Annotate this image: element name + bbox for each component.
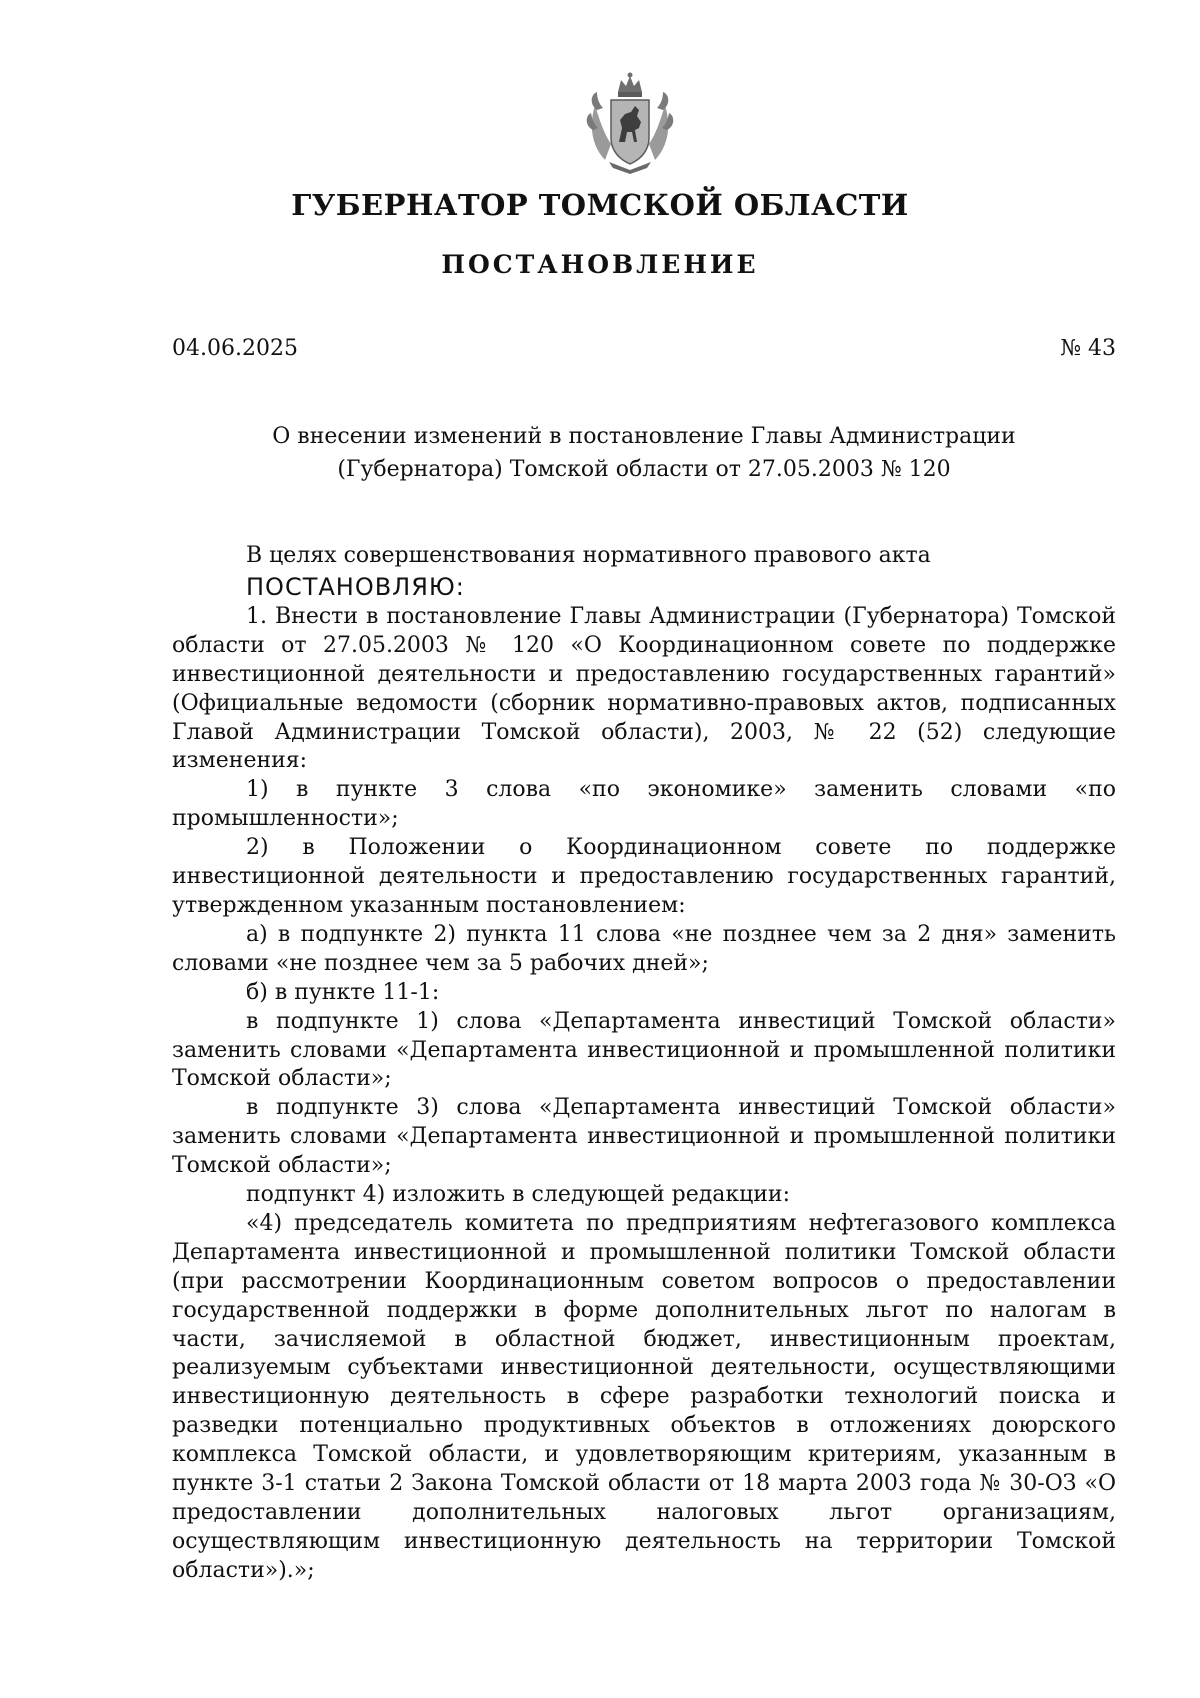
decree-word: ПОСТАНОВЛЯЮ: — [246, 572, 465, 601]
intro-paragraph: В целях совершенствования нормативного правового акта — [246, 543, 931, 568]
subject-line-2: (Губернатора) Томской области от 27.05.2003 № 120 — [337, 457, 951, 482]
subject-line-1: О внесении изменений в постановление Главы Администрации — [272, 424, 1016, 449]
tomsk-oblast-coat-of-arms-icon — [585, 70, 675, 175]
document-type-title: ПОСТАНОВЛЕНИЕ — [441, 250, 759, 279]
paragraph-1: 1. Внести в постановление Главы Администрации (Губернатора) Томской области от 27.05.2003 № 120 «О Координационном совете по поддержке инвестиционной деятельности и предоставлению государственных гарантий» (Официальные ведомости (сборник нормативно-правовых актов, подписанных Главой Администрации Томской области), 2003, № 22 (52) следующие изменения: — [172, 603, 1116, 774]
paragraph-a: а) в подпункте 2) пункта 11 слова «не позднее чем за 2 дня» заменить словами «не позднее чем за 5 рабочих дней»; — [172, 921, 1116, 976]
paragraph-b-4: подпункт 4) изложить в следующей редакции: — [246, 1182, 791, 1208]
document-meta — [172, 336, 1116, 361]
paragraph-b-1: в подпункте 1) слова «Департамента инвестиций Томской области» заменить словами «Департамента инвестиционной и промышленной политики Томской области»; — [172, 1008, 1116, 1092]
paragraph-1-1: 1) в пункте 3 слова «по экономике» заменить словами «по промышленности»; — [172, 777, 1116, 832]
paragraph-b: б) в пункте 11-1: — [246, 979, 440, 1005]
paragraph-b-3: в подпункте 3) слова «Департамента инвестиций Томской области» заменить словами «Департамента инвестиционной и промышленной политики Томской области»; — [172, 1095, 1116, 1179]
paragraph-1-2: 2) в Положении о Координационном совете по поддержке инвестиционной деятельности и предоставлению государственных гарантий, утвержденном указанным постановлением: — [172, 835, 1116, 918]
document-date: 04.06.2025 — [172, 336, 298, 361]
document-number: № 43 — [1060, 336, 1116, 361]
document-subject — [172, 420, 1116, 486]
organization-title: ГУБЕРНАТОР ТОМСКОЙ ОБЛАСТИ — [291, 188, 909, 222]
document-body — [172, 542, 1116, 1586]
paragraph-b-4-text: «4) председатель комитета по предприятиям нефтегазового комплекса Департамента инвестиционной и промышленной политики Томской области (при рассмотрении Координационным советом вопросов о предоставлении государственной поддержки в форме дополнительных льгот по налогам в части, зачисляемой в областной бюджет, инвестиционным проектам, реализуемым субъектами инвестиционной деятельности, осуществляющими инвестиционную деятельность в сфере разработки технологий поиска и разведки потенциально продуктивных объектов в отложениях доюрского комплекса Томской области, и удовлетворяющим критериям, указанным в пункте 3-1 статьи 2 Закона Томской области от 18 марта 2003 года № 30-ОЗ «О предоставлении дополнительных налоговых льгот организациям, осуществляющим инвестиционную деятельность на территории Томской области»).»; — [172, 1210, 1116, 1583]
